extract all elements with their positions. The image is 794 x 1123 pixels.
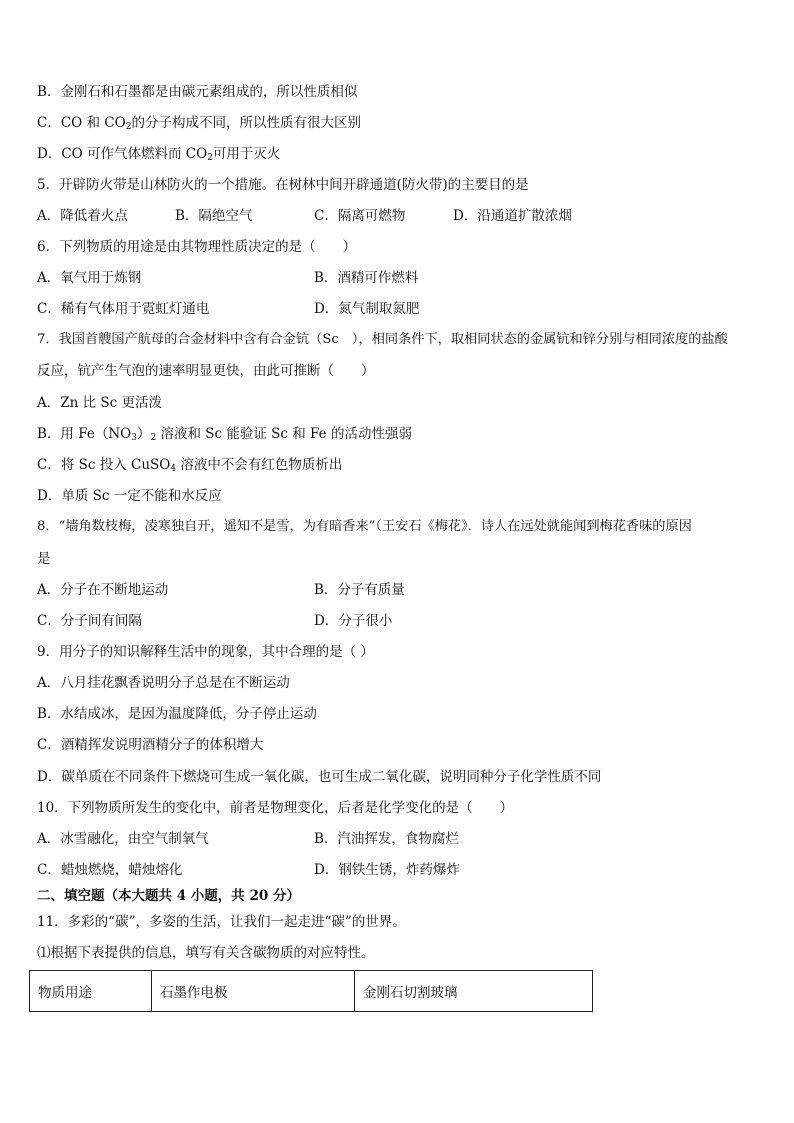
q11-stem: 11．多彩的“碳”，多姿的生活，让我们一起走进“碳”的世界。 bbox=[37, 914, 406, 930]
q5-option-b: B．隔绝空气 bbox=[175, 208, 253, 224]
q9-option-a: A．八月挂花飘香说明分子总是在不断运动 bbox=[37, 675, 290, 691]
q5-stem: 5．开辟防火带是山林防火的一个措施。在树林中间开辟通道(防火带)的主要目的是 bbox=[37, 177, 529, 193]
q4-option-c-post: 的分子构成不同，所以性质有很大区别 bbox=[131, 115, 361, 131]
q7-option-a: A．Zn 比 Sc 更活泼 bbox=[37, 395, 163, 411]
q4-option-d bbox=[37, 144, 280, 164]
q9-stem: 9．用分子的知识解释生活中的现象，其中合理的是（ ） bbox=[37, 644, 374, 660]
q5-option-d: D．沿通道扩散浓烟 bbox=[453, 208, 572, 224]
q7-stem-line-2: 反应，钪产生气泡的速率明显更快，由此可推断（ ） bbox=[37, 363, 375, 379]
q5-option-a: A．降低着火点 bbox=[37, 208, 128, 224]
q7-option-b-sub2: 2 bbox=[150, 433, 157, 443]
q8-option-c: C．分子间有间隔 bbox=[37, 613, 142, 629]
q7-option-c bbox=[37, 455, 342, 475]
q7-option-b-pre: B．用 Fe（NO bbox=[37, 426, 132, 442]
carbon-properties-table bbox=[29, 970, 593, 1012]
q8-option-d: D．分子很小 bbox=[314, 613, 393, 629]
q8-stem-line-1: 8．“墙角数枝梅，凌寒独自开，遥知不是雪，为有暗香来”（王安石《梅花》．诗人在远处就能闻到梅花香味的原因 bbox=[37, 519, 692, 534]
q7-option-b-mid: ） bbox=[136, 426, 151, 442]
q5-option-c: C．隔离可燃物 bbox=[314, 208, 406, 224]
q6-option-d: D．氮气制取氮肥 bbox=[314, 301, 420, 317]
q4-option-c bbox=[37, 113, 361, 133]
q4-option-b: B．金刚石和石墨都是由碳元素组成的，所以性质相似 bbox=[37, 84, 358, 100]
q4-option-c-pre: C．CO 和 CO bbox=[37, 115, 126, 131]
q10-option-b: B．汽油挥发，食物腐烂 bbox=[314, 831, 459, 847]
q7-option-b-post: 溶液和 Sc 能验证 Sc 和 Fe 的活动性强弱 bbox=[156, 426, 412, 442]
table-cell-graphite: 石墨作电极 bbox=[152, 971, 355, 1012]
q9-option-d: D．碳单质在不同条件下燃烧可生成一氧化碳，也可生成二氧化碳，说明同种分子化学性质不同 bbox=[37, 769, 602, 785]
q10-stem: 10．下列物质所发生的变化中，前者是物理变化，后者是化学变化的是（ ） bbox=[37, 800, 514, 816]
q9-option-c: C．酒精挥发说明酒精分子的体积增大 bbox=[37, 737, 264, 753]
q11-subquestion-1: ⑴根据下表提供的信息，填写有关含碳物质的对应特性。 bbox=[37, 945, 375, 961]
q6-option-b: B．酒精可作燃料 bbox=[314, 270, 419, 286]
q6-stem: 6．下列物质的用途是由其物理性质决定的是（ ） bbox=[37, 239, 357, 255]
q7-option-c-post: 溶液中不会有红色物质析出 bbox=[176, 457, 343, 473]
q8-stem-line-2: 是 bbox=[37, 551, 51, 567]
q4-option-d-sub: 2 bbox=[207, 153, 213, 163]
q10-option-a: A．冰雪融化，由空气制氧气 bbox=[37, 831, 209, 847]
q4-option-d-post: 可用于灭火 bbox=[212, 146, 281, 162]
q9-option-b: B．水结成冰，是因为温度降低，分子停止运动 bbox=[37, 706, 317, 722]
q4-option-d-pre: D．CO 可作气体燃料而 CO bbox=[37, 146, 208, 162]
q4-option-c-sub: 2 bbox=[125, 122, 132, 132]
q8-option-b: B．分子有质量 bbox=[314, 582, 405, 598]
q6-option-a: A．氧气用于炼钢 bbox=[37, 270, 142, 286]
q7-option-b bbox=[37, 424, 412, 444]
q7-option-d: D．单质 Sc 一定不能和水反应 bbox=[37, 488, 222, 504]
q6-option-c: C．稀有气体用于霓虹灯通电 bbox=[37, 301, 210, 317]
q7-option-c-sub: 4 bbox=[170, 464, 177, 474]
table-cell-diamond: 金刚石切割玻璃 bbox=[355, 971, 593, 1012]
q7-option-b-sub: 3 bbox=[131, 433, 137, 443]
q10-option-d: D．钢铁生锈，炸药爆炸 bbox=[314, 862, 460, 878]
section-heading: 二、填空题（本大题共 4 小题，共 20 分） bbox=[37, 888, 300, 904]
q7-option-c-pre: C．将 Sc 投入 CuSO bbox=[37, 457, 171, 473]
table-cell-header: 物质用途 bbox=[30, 971, 152, 1012]
q10-option-c: C．蜡烛燃烧，蜡烛熔化 bbox=[37, 862, 183, 878]
q7-stem-line-1: 7．我国首艘国产航母的合金材料中含有合金钪（Sc ），相同条件下，取相同状态的金属钪和锌分别与相同浓度的盐酸 bbox=[37, 332, 728, 347]
q8-option-a: A．分子在不断地运动 bbox=[37, 582, 169, 598]
table-row bbox=[30, 971, 593, 1012]
